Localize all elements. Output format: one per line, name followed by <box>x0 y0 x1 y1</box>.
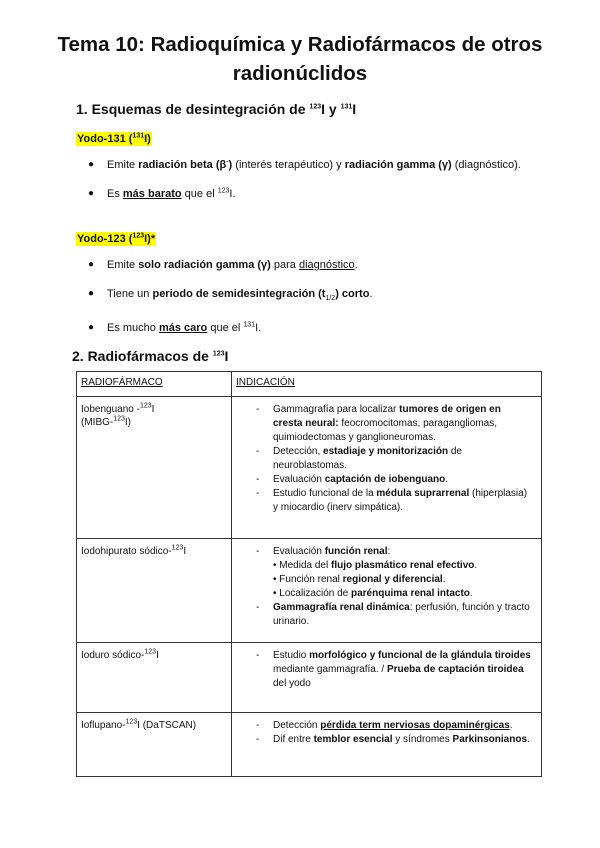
indicacion-cell <box>232 713 542 777</box>
list-item: - Gammagrafía para localizar tumores de origen en cresta neural: feocromocitomas, paragangliomas, quimiodectomas y ganglioneuromas. <box>256 404 501 443</box>
section-1-heading: 1. Esquemas de desintegración de $^{123}$I y $^{131}$I <box>76 101 357 117</box>
list-item: - Detección, estadiaje y monitorización de neuroblastomas. <box>256 446 462 471</box>
iodo-123-label: Yodo-123 ($^{123}$I)* <box>77 232 156 245</box>
sub-list-item: • Localización de parénquima renal intacto. <box>273 588 473 599</box>
list-item: ● Es más barato que el $^{123}$I. <box>88 187 236 200</box>
list-item: - Gammagrafía renal dinámica: perfusión, función y tracto urinario. <box>256 602 530 627</box>
table-row <box>77 643 542 713</box>
radiofarmaco-cell: Iobenguano -$^{123}$I (MIBG-$^{123}$I) <box>77 397 232 539</box>
list-item: - Detección pérdida term nerviosas dopaminérgicas. <box>256 720 513 731</box>
radiofarmaco-cell: Ioflupano-$^{123}$I (DaTSCAN) <box>77 713 232 777</box>
list-item: - Evaluación función renal: • Medida del flujo plasmático renal efectivo. • Función renal regional y diferencial. • Localización de parénquima renal intacto. <box>256 545 531 601</box>
page-title: Tema 10: Radioquímica y Radiofármacos de otros radionúclidos <box>57 33 543 85</box>
radiofarmaco-cell: Iodohipurato sódico-$^{123}$I <box>77 539 232 643</box>
table-header-row <box>77 372 542 397</box>
column-header: INDICACIÓN <box>232 372 542 397</box>
column-header: RADIOFÁRMACO <box>77 372 232 397</box>
indicacion-cell <box>232 643 542 713</box>
indicacion-cell <box>232 397 542 539</box>
list-item: ● Emite radiación beta (β-) (interés terapéutico) y radiación gamma (γ) (diagnóstico). <box>88 158 521 171</box>
iodo-131-list <box>88 158 521 201</box>
radiofarmacos-table <box>76 371 542 777</box>
list-item: ● Es mucho más caro que el $^{131}$I. <box>88 321 262 335</box>
sub-list-item: • Función renal regional y diferencial. <box>273 574 446 585</box>
list-item: ● Tiene un periodo de semidesintegración $(t_{1/2})$ corto. <box>88 288 373 303</box>
list-item: - Estudio funcional de la médula suprarrenal (hiperplasia) y miocardio (inerv simpática). <box>256 488 528 513</box>
iodo-123-list <box>88 258 372 335</box>
list-item: - Dif entre temblor esencial y síndromes Parkinsonianos. <box>256 734 530 745</box>
table-row <box>77 539 542 643</box>
section-2-heading: 2. Radiofármacos de $^{123}$I <box>72 348 229 364</box>
list-item: - Evaluación captación de iobenguano. <box>256 474 449 485</box>
indicacion-cell <box>232 539 542 643</box>
sub-list-item: • Medida del flujo plasmático renal efectivo. <box>273 560 478 571</box>
table-row <box>77 713 542 777</box>
list-item: ● Emite solo radiación gamma (γ) para diagnóstico. <box>88 259 358 271</box>
list-item: - Estudio morfológico y funcional de la glándula tiroides mediante gammagrafía. / Prueba de captación tiroidea del yodo <box>256 650 531 689</box>
iodo-131-label: Yodo-131 ($^{131}$I) <box>77 132 151 145</box>
radiofarmaco-cell: Ioduro sódico-$^{123}$I <box>77 643 232 713</box>
table-row <box>77 397 542 539</box>
